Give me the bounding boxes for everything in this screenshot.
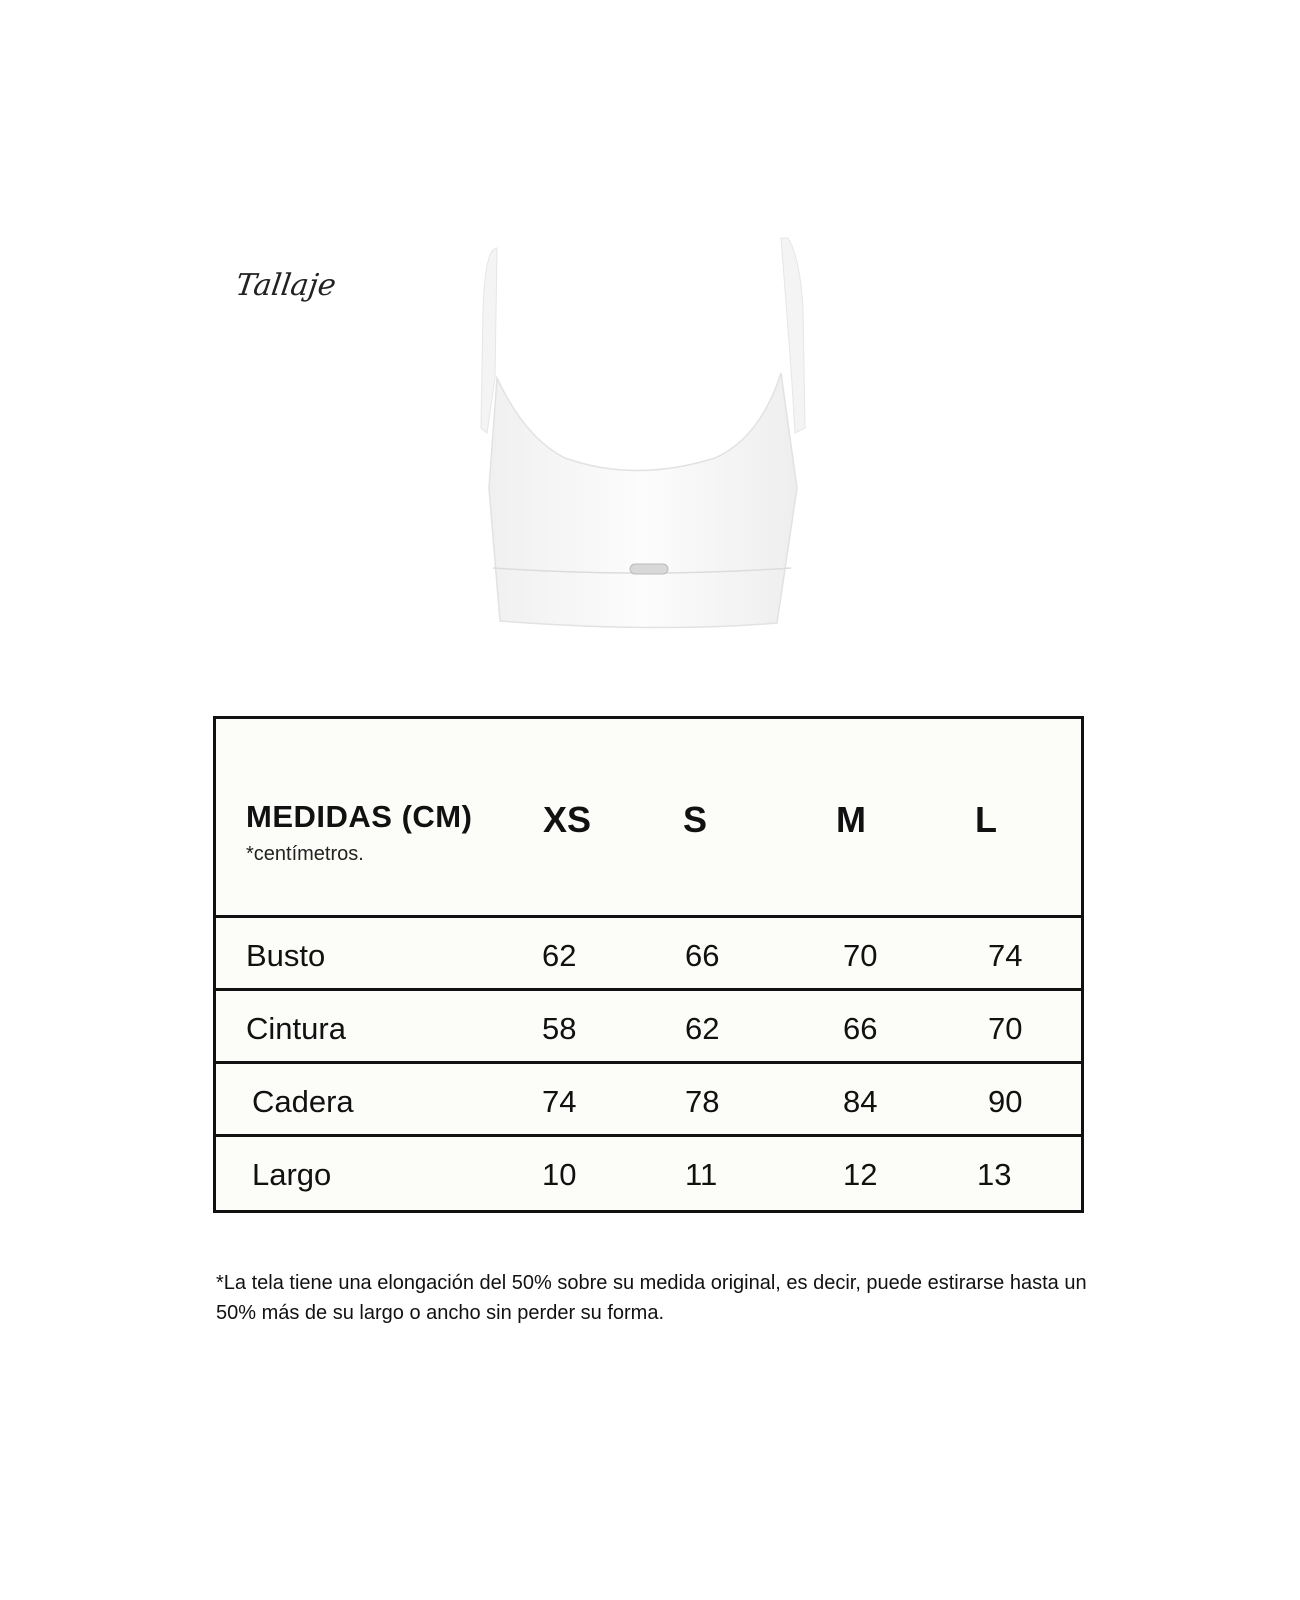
size-m-header: M [836, 799, 866, 840]
cell-value: 90 [988, 1084, 1023, 1119]
garment-image [455, 228, 835, 638]
row-label: Busto [246, 938, 326, 973]
cell-value: 58 [542, 1011, 577, 1046]
table-row [216, 1064, 1081, 1137]
cell-value: 84 [843, 1084, 878, 1119]
size-l-header: L [975, 799, 997, 840]
page-title: Tallaje [233, 268, 339, 303]
cell-value: 70 [988, 1011, 1023, 1046]
cell-value: 62 [685, 1011, 720, 1046]
row-label: Cadera [252, 1084, 354, 1119]
table-row [216, 918, 1081, 991]
cell-value: 13 [977, 1157, 1012, 1192]
cell-value: 78 [685, 1084, 720, 1119]
cell-value: 11 [685, 1157, 718, 1192]
size-table [213, 716, 1084, 1213]
fabric-footnote: *La tela tiene una elongación del 50% sobre su medida original, es decir, puede estirarse hasta un 50% más de su largo o ancho sin perder su forma. [216, 1272, 1087, 1324]
cell-value: 74 [988, 938, 1023, 973]
cell-value: 10 [542, 1157, 577, 1192]
cell-value: 74 [542, 1084, 577, 1119]
cell-value: 70 [843, 938, 878, 973]
table-header-row [216, 719, 1081, 918]
header-sublabel: *centímetros. [246, 843, 364, 865]
cell-value: 66 [685, 938, 720, 973]
size-xs-header: XS [543, 799, 592, 840]
size-s-header: S [683, 799, 708, 840]
header-label: MEDIDAS (CM) [246, 799, 473, 834]
row-label: Cintura [246, 1011, 346, 1046]
cell-value: 66 [843, 1011, 878, 1046]
row-label: Largo [252, 1157, 332, 1192]
table-row [216, 1137, 1081, 1209]
cell-value: 62 [542, 938, 577, 973]
table-row [216, 991, 1081, 1064]
cell-value: 12 [843, 1157, 878, 1192]
